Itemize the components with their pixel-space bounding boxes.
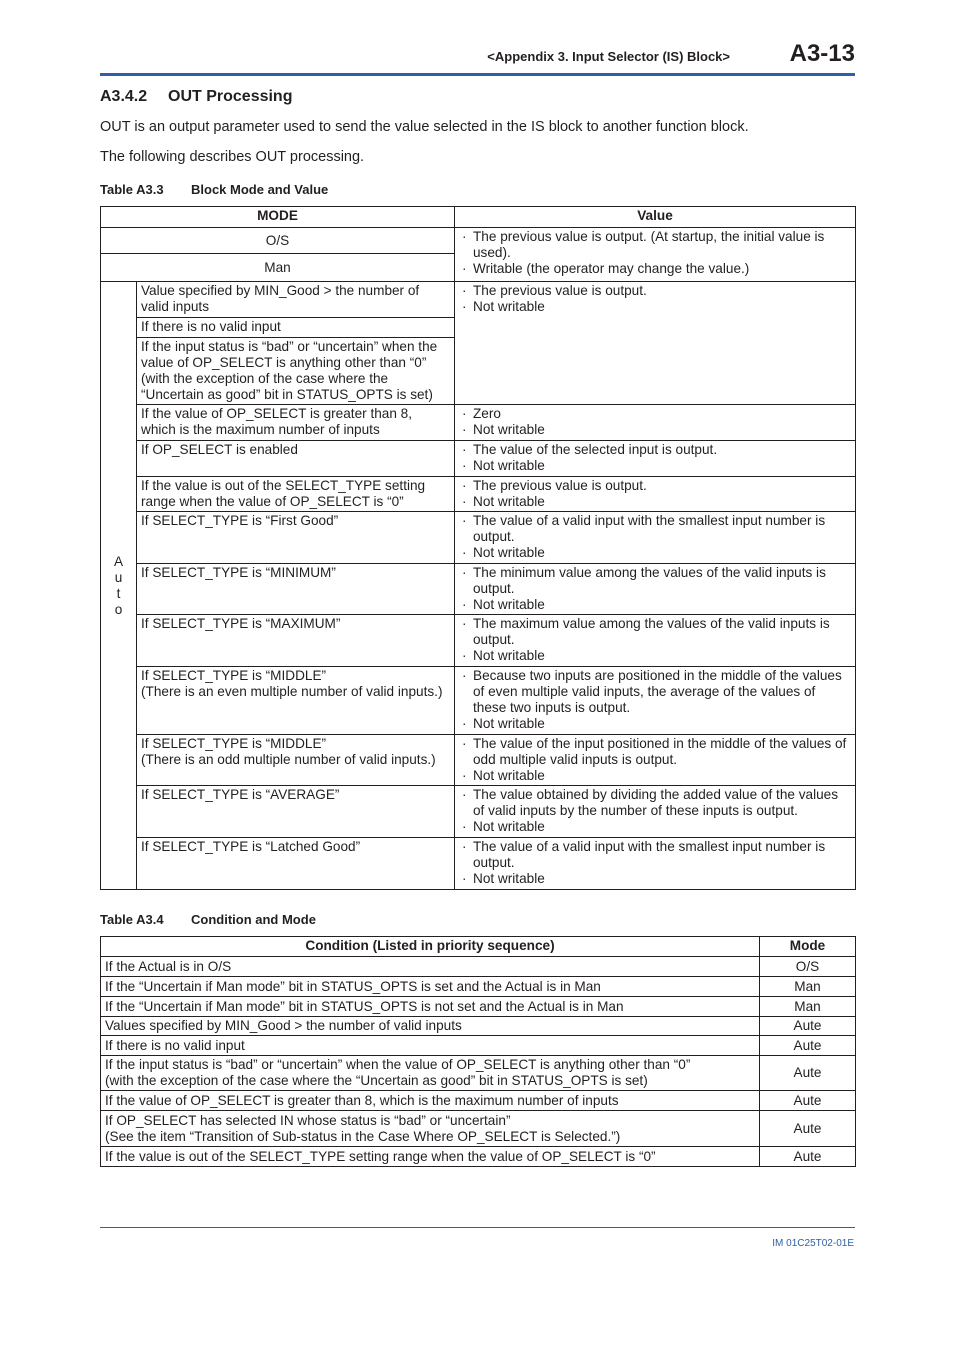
- value-item: · The value of a valid input with the smallest input number is output.: [459, 839, 851, 871]
- value-item: · Not writable: [459, 648, 851, 664]
- table-number: Table A3.4: [100, 912, 164, 927]
- condition-line: (See the item “Transition of Sub-status in the Case Where OP_SELECT is Selected.”): [105, 1128, 621, 1144]
- condition-cell: If there is no valid input: [101, 1036, 760, 1056]
- value-item: · Not writable: [459, 545, 851, 561]
- mode-os: O/S: [101, 228, 455, 254]
- condition-cell: If SELECT_TYPE is “First Good”: [137, 512, 455, 564]
- value-cell: [455, 228, 856, 282]
- mode-cell: Aute: [760, 1036, 856, 1056]
- mode-cell: Man: [760, 997, 856, 1017]
- value-cell: [455, 512, 856, 564]
- condition-line: (with the exception of the case where the “Uncertain as good” bit in STATUS_OPTS is set): [105, 1073, 648, 1088]
- value-item: · The value of the selected input is output.: [459, 442, 851, 458]
- value-item: · The maximum value among the values of the valid inputs is output.: [459, 616, 851, 648]
- mode-cell: Aute: [760, 1056, 856, 1091]
- value-cell: [455, 282, 856, 405]
- value-cell: [455, 786, 856, 838]
- auto-letter: u: [114, 569, 123, 585]
- value-item: · The value obtained by dividing the added value of the values of valid inputs by the number of these inputs is output.: [459, 787, 851, 819]
- value-item: · Not writable: [459, 299, 851, 315]
- condition-line: If the input status is “bad” or “uncertain” when the value of OP_SELECT is anything other than “0”: [105, 1057, 691, 1072]
- condition-cell: If the input status is “bad” or “uncertain” when the value of OP_SELECT is anything other than “0” (with the exception of the case where the “Uncertain as good” bit in STATUS_OPTS is set): [137, 338, 455, 405]
- value-item: · Not writable: [459, 768, 851, 784]
- mode-cell: O/S: [760, 957, 856, 977]
- value-item: · Not writable: [459, 716, 851, 732]
- condition-cell: If there is no valid input: [137, 318, 455, 338]
- condition-cell: If OP_SELECT is enabled: [137, 441, 455, 477]
- block-mode-value-table: [100, 206, 856, 890]
- table-caption-a3-3: [100, 182, 328, 197]
- column-header-mode: Mode: [760, 937, 856, 957]
- condition-cell: If SELECT_TYPE is “Latched Good”: [137, 838, 455, 890]
- value-cell: [455, 441, 856, 477]
- condition-line: If SELECT_TYPE is “MIDDLE”: [141, 668, 327, 683]
- column-header-value: Value: [455, 207, 856, 228]
- condition-cell: If the value of OP_SELECT is greater than 8, which is the maximum number of inputs: [137, 405, 455, 441]
- value-item: · The previous value is output.: [459, 283, 851, 299]
- condition-line: If OP_SELECT has selected IN whose status is “bad” or “uncertain”: [105, 1112, 511, 1128]
- condition-cell: Values specified by MIN_Good > the number of valid inputs: [101, 1017, 760, 1036]
- header-rule: [100, 73, 855, 76]
- auto-letter: o: [114, 601, 123, 617]
- value-item: · The previous value is output.: [459, 478, 851, 494]
- value-cell: [455, 735, 856, 786]
- value-item: · Because two inputs are positioned in the middle of the values of even multiple valid inputs, the average of the values of these two inputs is output.: [459, 668, 851, 716]
- condition-cell: If SELECT_TYPE is “AVERAGE”: [137, 786, 455, 838]
- mode-cell: Aute: [760, 1091, 856, 1111]
- table-caption-a3-4: [100, 912, 316, 927]
- condition-cell: If the value of OP_SELECT is greater than 8, which is the maximum number of inputs: [101, 1091, 760, 1111]
- paragraph-following: The following describes OUT processing.: [100, 149, 365, 165]
- auto-letter: A: [113, 553, 124, 569]
- condition-cell: If the “Uncertain if Man mode” bit in STATUS_OPTS is not set and the Actual is in Man: [101, 997, 760, 1017]
- mode-cell: Aute: [760, 1017, 856, 1036]
- mode-auto: [101, 282, 137, 890]
- column-header-condition: Condition (Listed in priority sequence): [101, 937, 760, 957]
- auto-letter: t: [116, 585, 121, 601]
- condition-cell: [137, 667, 455, 735]
- value-item: · Not writable: [459, 819, 851, 835]
- value-item: · The value of the input positioned in the middle of the values of odd multiple valid inputs is output.: [459, 736, 851, 768]
- value-cell: [455, 667, 856, 735]
- paragraph-out-description: OUT is an output parameter used to send the value selected in the IS block to another function block.: [100, 119, 749, 135]
- value-item: · Not writable: [459, 494, 851, 510]
- column-header-mode: MODE: [101, 207, 455, 228]
- mode-man: Man: [101, 254, 455, 282]
- value-item: · Zero: [459, 406, 851, 422]
- value-item: · Not writable: [459, 597, 851, 613]
- condition-cell: If the value is out of the SELECT_TYPE setting range when the value of OP_SELECT is “0”: [101, 1147, 760, 1167]
- section-title: OUT Processing: [168, 88, 293, 105]
- condition-cell: If the Actual is in O/S: [101, 957, 760, 977]
- page-number: A3-13: [789, 40, 855, 67]
- condition-cell: [101, 1056, 760, 1091]
- running-header: <Appendix 3. Input Selector (IS) Block>: [487, 49, 730, 64]
- section-heading: [100, 88, 292, 106]
- mode-cell: Aute: [760, 1147, 856, 1167]
- value-item: · Writable (the operator may change the value.): [459, 261, 851, 277]
- value-item: · Not writable: [459, 871, 851, 887]
- footer-rule: [100, 1227, 855, 1228]
- document-id: IM 01C25T02-01E: [772, 1238, 854, 1249]
- value-item: · The value of a valid input with the smallest input number is output.: [459, 513, 851, 545]
- value-cell: [455, 477, 856, 512]
- condition-cell: If SELECT_TYPE is “MINIMUM”: [137, 564, 455, 615]
- condition-cell: If the value is out of the SELECT_TYPE setting range when the value of OP_SELECT is “0”: [137, 477, 455, 512]
- value-item: · Not writable: [459, 458, 851, 474]
- value-cell: [455, 615, 856, 667]
- mode-cell: Man: [760, 977, 856, 997]
- condition-cell: [137, 735, 455, 786]
- condition-cell: [101, 1111, 760, 1147]
- table-title: Block Mode and Value: [191, 182, 329, 197]
- value-item: · The minimum value among the values of the valid inputs is output.: [459, 565, 851, 597]
- condition-mode-table: [100, 936, 856, 1167]
- value-item: · Not writable: [459, 422, 851, 438]
- table-number: Table A3.3: [100, 182, 164, 197]
- condition-cell: If the “Uncertain if Man mode” bit in STATUS_OPTS is set and the Actual is in Man: [101, 977, 760, 997]
- value-cell: [455, 838, 856, 890]
- condition-line: If SELECT_TYPE is “MIDDLE”: [141, 736, 327, 751]
- condition-cell: Value specified by MIN_Good > the number of valid inputs: [137, 282, 455, 318]
- value-cell: [455, 564, 856, 615]
- condition-cell: If SELECT_TYPE is “MAXIMUM”: [137, 615, 455, 667]
- table-title: Condition and Mode: [191, 912, 316, 927]
- condition-line: (There is an odd multiple number of valid inputs.): [141, 752, 436, 767]
- value-cell: [455, 405, 856, 441]
- mode-cell: Aute: [760, 1111, 856, 1147]
- value-item: · The previous value is output. (At startup, the initial value is used).: [459, 229, 851, 261]
- condition-line: (There is an even multiple number of valid inputs.): [141, 684, 443, 699]
- section-number: A3.4.2: [100, 88, 148, 105]
